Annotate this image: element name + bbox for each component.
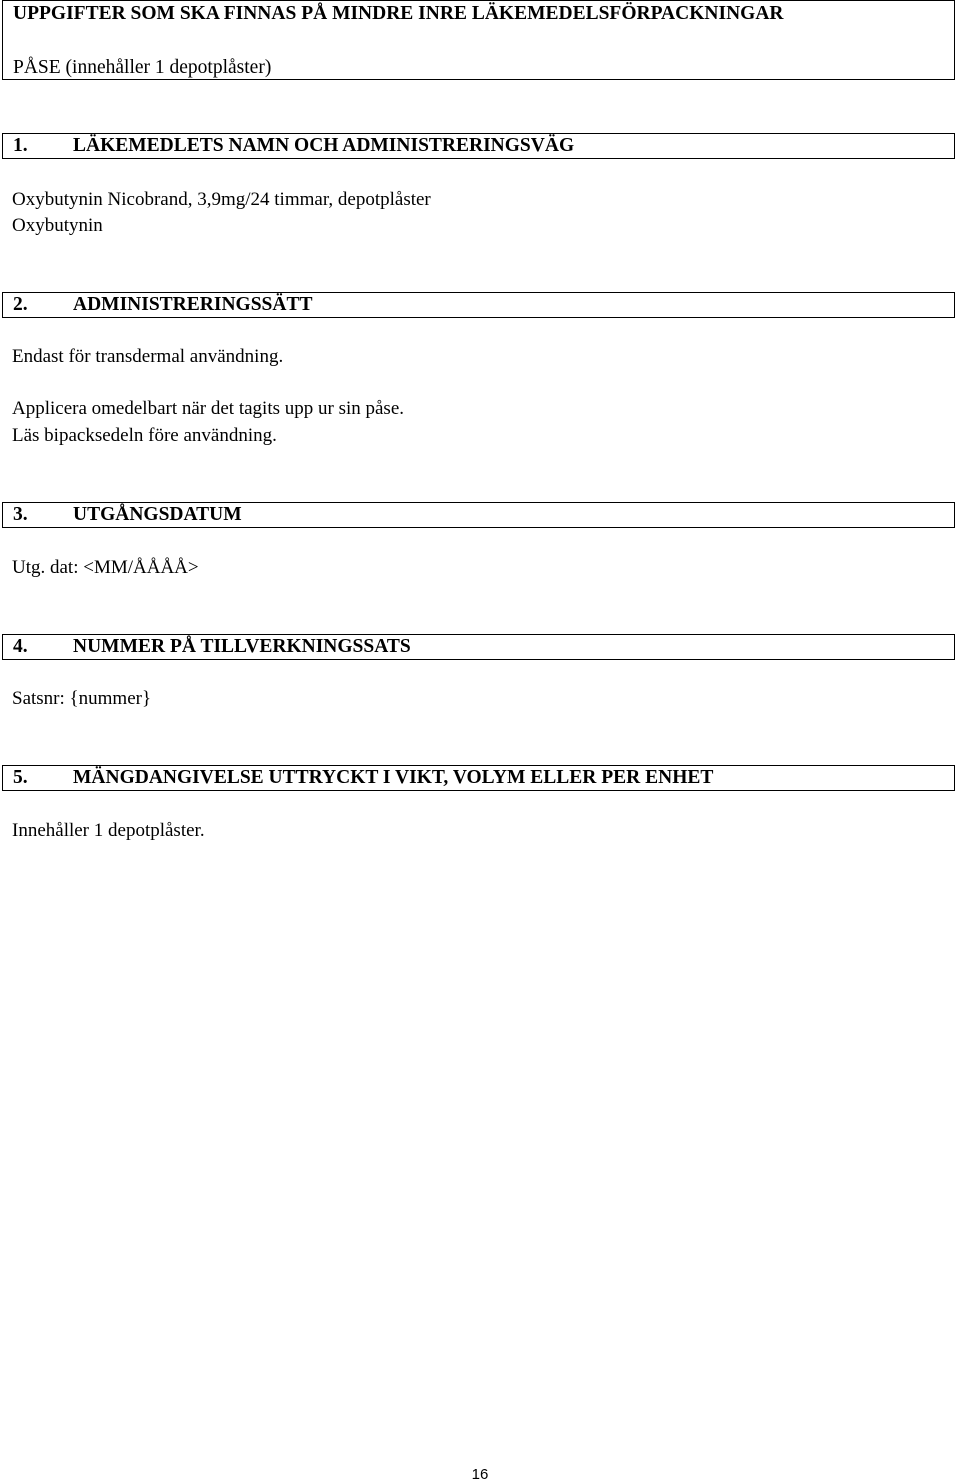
section-1-line-2: Oxybutynin	[12, 215, 103, 236]
section-4-number: 4.	[13, 636, 28, 657]
header-subtitle: PÅSE (innehåller 1 depotplåster)	[13, 57, 272, 78]
section-2-line-3: Läs bipacksedeln före användning.	[12, 425, 277, 446]
section-3-heading	[2, 502, 955, 528]
section-5-line-1: Innehåller 1 depotplåster.	[12, 820, 205, 841]
section-3-line-1: Utg. dat: <MM/ÅÅÅÅ>	[12, 557, 199, 578]
header-title: UPPGIFTER SOM SKA FINNAS PÅ MINDRE INRE LÄKEMEDELSFÖRPACKNINGAR	[13, 3, 784, 24]
section-2-line-2: Applicera omedelbart när det tagits upp ur sin påse.	[12, 398, 405, 419]
section-2-title: ADMINISTRERINGSSÄTT	[73, 294, 313, 315]
section-2-heading	[2, 292, 955, 318]
section-5-heading	[2, 765, 955, 791]
section-3-number: 3.	[13, 504, 28, 525]
section-1-heading	[2, 133, 955, 159]
section-1-line-1: Oxybutynin Nicobrand, 3,9mg/24 timmar, depotplåster	[12, 189, 431, 210]
header-box	[2, 0, 955, 80]
section-4-line-1: Satsnr: {nummer}	[12, 688, 152, 709]
page-number: 16	[471, 1466, 489, 1483]
section-4-heading	[2, 634, 955, 660]
section-1-title: LÄKEMEDLETS NAMN OCH ADMINISTRERINGSVÄG	[73, 135, 575, 156]
section-5-title: MÄNGDANGIVELSE UTTRYCKT I VIKT, VOLYM ELLER PER ENHET	[73, 767, 714, 788]
section-2-number: 2.	[13, 294, 28, 315]
section-5-number: 5.	[13, 767, 28, 788]
section-3-title: UTGÅNGSDATUM	[73, 504, 242, 525]
section-2-line-1: Endast för transdermal användning.	[12, 346, 284, 367]
section-4-title: NUMMER PÅ TILLVERKNINGSSATS	[73, 636, 411, 657]
section-1-number: 1.	[13, 135, 28, 156]
